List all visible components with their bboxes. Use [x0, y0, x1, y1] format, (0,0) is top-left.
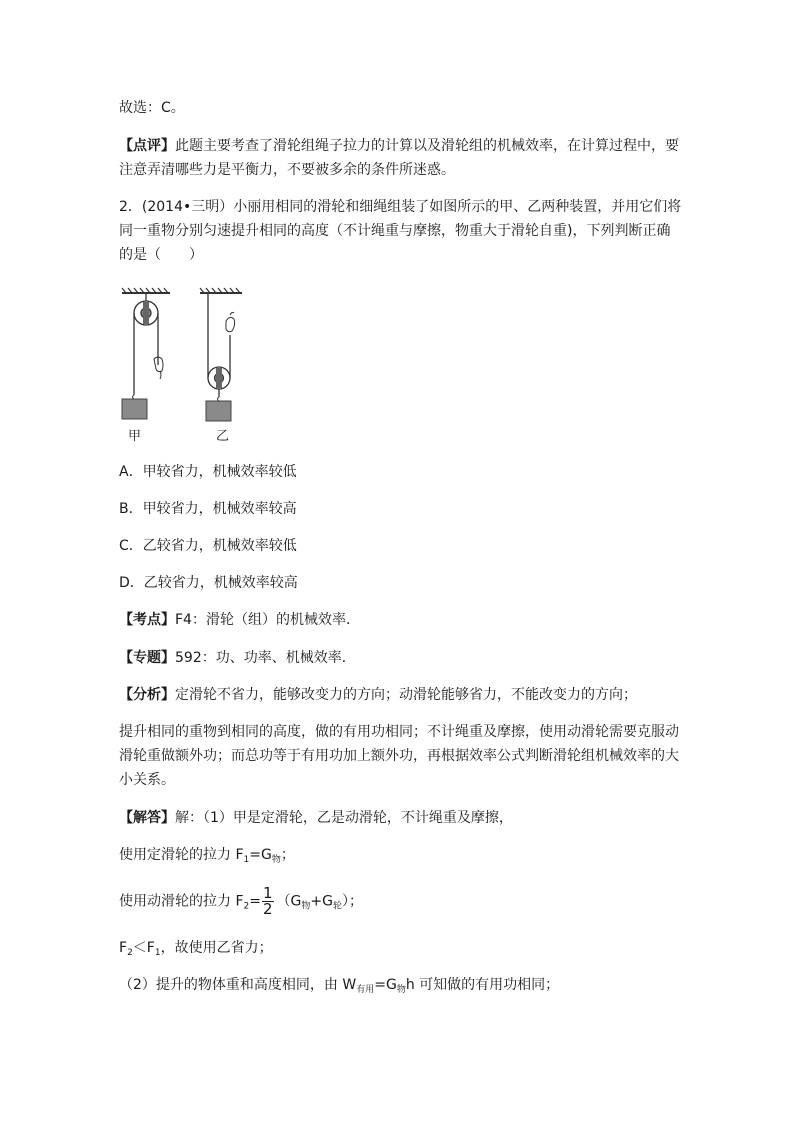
cmp-lt: ＜F [132, 940, 155, 956]
ceiling-a [122, 288, 170, 293]
zhuanti-tag: 【专题】 [119, 650, 175, 666]
fenxi-p2-line-2: 滑轮重做额外功；而总功等于有用功加上额外功，再根据效率公式判断滑轮组机械效率的大 [119, 748, 679, 764]
comment-text-1: 此题主要考查了滑轮组绳子拉力的计算以及滑轮组的机械效率，在计算过程中，要 [175, 138, 679, 154]
fenxi-line-1 [119, 685, 637, 705]
zhuanti-line [119, 648, 356, 668]
f2-plus: +G [310, 893, 333, 910]
jieda-text-1: 解：（1）甲是定滑轮，乙是动滑轮，不计绳重及摩擦， [175, 810, 513, 826]
f1-prefix: 使用定滑轮的拉力 F [119, 847, 244, 863]
formula-f2 [119, 886, 363, 922]
f1-end: ； [280, 847, 295, 863]
jieda-line-2 [119, 975, 559, 1000]
f1-sub: 1 [243, 855, 250, 865]
l2-text: h 可知做的有用功相同； [405, 977, 560, 993]
option-b: B．甲较省力，机械效率较高 [119, 501, 297, 517]
option-c: C．乙较省力，机械效率较低 [119, 538, 297, 554]
compare-line [119, 938, 273, 963]
jieda-line-1 [119, 808, 513, 828]
figure-label-b: 乙 [216, 429, 230, 444]
kaodian-text: F4：滑轮（组）的机械效率． [175, 612, 360, 628]
f1-sub-wu: 物 [271, 855, 281, 865]
f2-sub-lun: 轮 [333, 901, 343, 912]
cmp-sub2: 2 [127, 948, 133, 958]
comment-tag: 【点评】 [119, 138, 175, 154]
f2-sub: 2 [243, 901, 250, 912]
zhuanti-text: 592：功、功率、机械效率． [175, 650, 356, 666]
f2-sub-wu: 物 [301, 901, 311, 912]
f2-paren: （G [276, 893, 302, 910]
weight-b [206, 397, 231, 421]
f1-eq: =G [249, 847, 272, 863]
prev-answer: 故选：C。 [119, 100, 185, 116]
weight-a [122, 395, 147, 419]
hand-b [226, 312, 235, 331]
fenxi-p2-line-3: 小关系。 [119, 772, 175, 788]
comment-line-2: 注意弄清哪些力是平衡力，不要被多余的条件所迷惑。 [119, 162, 455, 178]
question-line-1: 2．(2014•三明）小丽用相同的滑轮和细绳组装了如图所示的甲、乙两种装置，并用它们将 [119, 199, 682, 215]
fenxi-p2-line-1: 提升相同的重物到相同的高度，做的有用功相同；不计绳重及摩擦，使用动滑轮需要克服动 [119, 724, 679, 740]
comment-line-1 [119, 136, 679, 156]
kaodian-tag: 【考点】 [119, 612, 175, 628]
l2-sub-youyong: 有用 [356, 985, 375, 995]
cmp-f2: F [119, 940, 128, 956]
figure-label-a: 甲 [128, 429, 142, 444]
l2-eq: =G [374, 977, 397, 993]
frac-num: 1 [262, 884, 273, 902]
movable-pulley [208, 293, 230, 397]
option-a: A．甲较省力，机械效率较低 [119, 464, 297, 480]
fixed-pulley [134, 293, 158, 395]
l2-sub-wu: 物 [396, 985, 406, 995]
f2-eq: = [249, 893, 261, 910]
f2-end: ）； [342, 893, 364, 910]
question-line-2: 同一重物分别匀速提升相同的高度（不计绳重与摩擦，物重大于滑轮自重)，下列判断正确 [119, 223, 671, 239]
ceiling-b [200, 288, 242, 293]
kaodian-line [119, 610, 360, 630]
l2-prefix: （2）提升的物体重和高度相同，由 W [119, 977, 357, 993]
frac-den: 2 [262, 900, 273, 918]
cmp-sub1: 1 [154, 948, 161, 958]
fenxi-tag: 【分析】 [119, 687, 175, 703]
fraction-half [262, 886, 274, 917]
fenxi-text-1: 定滑轮不省力，能够改变力的方向；动滑轮能够省力，不能改变力的方向； [175, 687, 637, 703]
cmp-text: ，故使用乙省力； [160, 940, 273, 956]
option-d: D．乙较省力，机械效率较高 [119, 575, 298, 591]
pulley-figure [118, 285, 268, 449]
formula-f1 [119, 845, 295, 870]
f2-prefix: 使用动滑轮的拉力 F [119, 893, 244, 910]
question-line-3: 的是（ ） [119, 247, 203, 263]
pulley-diagram [118, 285, 268, 445]
jieda-tag: 【解答】 [119, 810, 175, 826]
